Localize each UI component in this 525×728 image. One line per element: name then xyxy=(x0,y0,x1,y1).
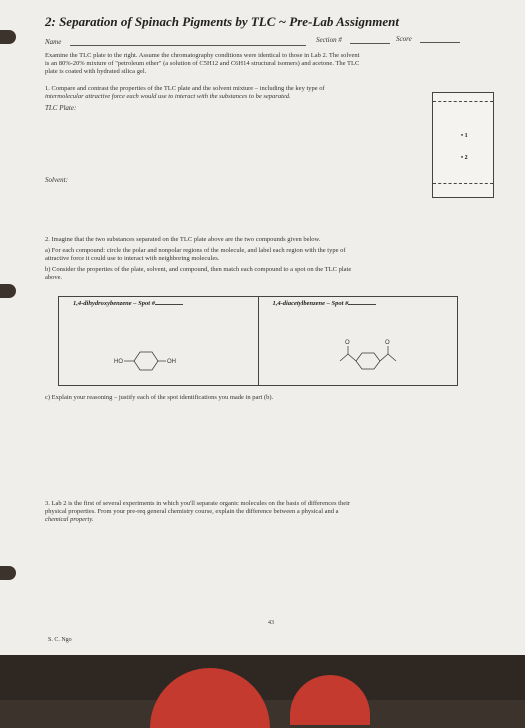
intro-text: Examine the TLC plate to the right. Assume the chromatography conditions were identical to those in Lab 2. The solvent is an 80%-20% mixture of "petroleum ether" (a solution of C5H12 and C6H14 structural isomers) and acetone. The TLC plate is coated with hydrated silica gel. xyxy=(45,52,360,75)
score-label: Score xyxy=(396,35,412,43)
binder-hole xyxy=(0,566,16,580)
compound-1-label: 1,4-dihydroxybenzene – Spot # xyxy=(73,300,155,307)
tlc-spot-1: • 1 xyxy=(461,133,468,139)
svg-text:O: O xyxy=(385,340,390,346)
score-field[interactable] xyxy=(420,42,460,43)
tlc-spot-2: • 2 xyxy=(461,155,468,161)
question-2c-text: c) Explain your reasoning – justify each of the spot identifications you made in part (b). xyxy=(45,394,274,401)
name-field[interactable] xyxy=(70,45,306,46)
section-label: Section # xyxy=(316,36,342,44)
svg-text:O: O xyxy=(345,340,350,346)
diacetylbenzene-structure xyxy=(340,340,396,369)
section-field[interactable] xyxy=(350,43,390,44)
question-3-text: 3. Lab 2 is the first of several experiments in which you'll separate organic molecules on the basis of differences their physical properties. From your pre-req general chemistry course, explain the difference between a physical and a chemical property. xyxy=(45,500,351,523)
tlc-plate-diagram xyxy=(432,92,494,198)
svg-text:OH: OH xyxy=(167,359,176,365)
svg-text:HO: HO xyxy=(114,359,123,365)
name-label: Name xyxy=(45,38,62,46)
question-2-text: 2. Imagine that the two substances separated on the TLC plate above are the two compounds given below. a) For each compound: circle the polar and nonpolar regions of the molecule, and label each region with the type of attractive force it could use to interact with neighboring molecules. b) Consider the properties of the plate, solvent, and compound, then match each compound to a spot on the TLC plate above. xyxy=(45,236,352,281)
table-surface xyxy=(0,655,525,700)
compound-structures xyxy=(58,296,458,386)
question-1-text: 1. Compare and contrast the properties of the TLC plate and the solvent mixture – including the key type of intermolecular attractive force each would use to interact with the substances to be separated. xyxy=(45,85,325,100)
dihydroxybenzene-structure xyxy=(114,352,176,370)
solvent-front-line xyxy=(433,101,493,102)
solvent-label: Solvent: xyxy=(45,176,68,184)
binder-hole xyxy=(0,30,16,44)
page-title: 2: Separation of Spinach Pigments by TLC ~ Pre-Lab Assignment xyxy=(45,14,399,29)
page-number: 43 xyxy=(268,620,274,626)
origin-line xyxy=(433,183,493,184)
tlc-plate-label: TLC Plate: xyxy=(45,104,77,112)
compound-2-label: 1,4-diacetylbenzene – Spot # xyxy=(272,300,349,307)
author-credit: S. C. Ngo xyxy=(48,637,72,643)
binder-hole xyxy=(0,284,16,298)
